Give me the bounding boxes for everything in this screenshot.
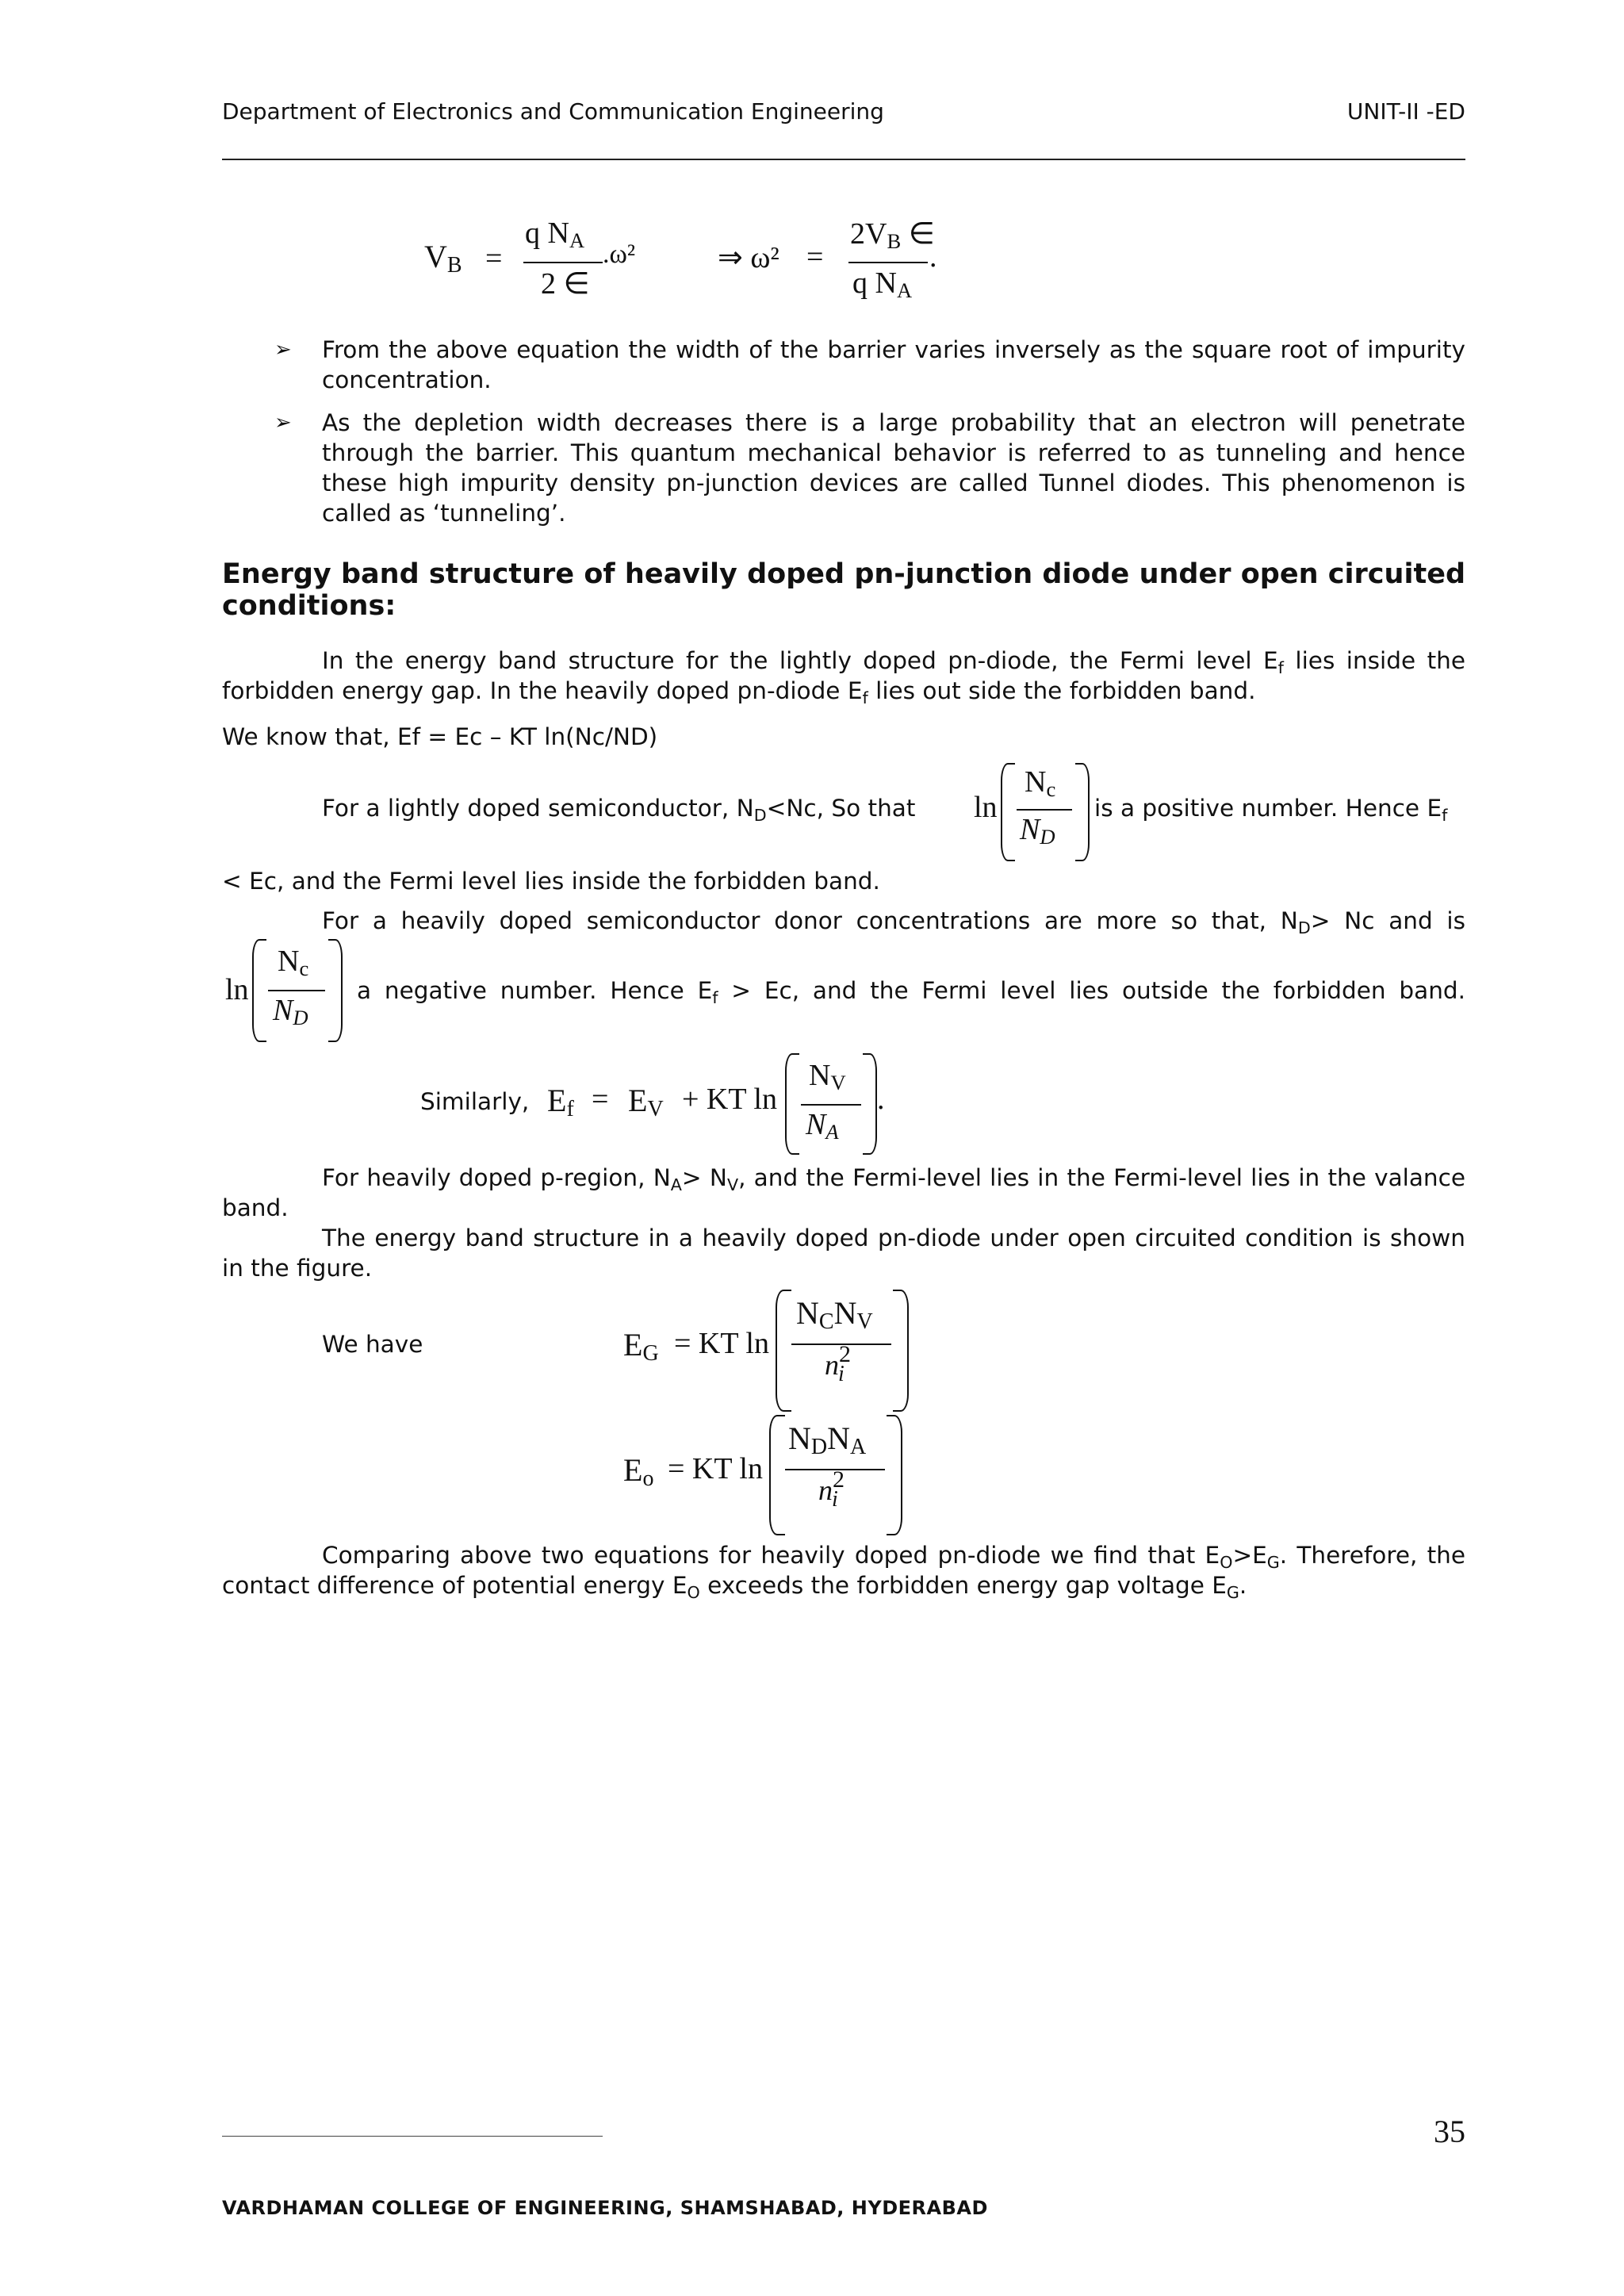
bullet-item-1: From the above equation the width of the barrier varies inversely as the square root of impurity concentration.: [322, 336, 1465, 393]
bullet-item-2: As the depletion width decreases there is a large probability that an electron will penetrate through the barrier. This quantum mechanical behavior is referred to as tunneling and hence these high impurity density pn-junction devices are called Tunnel diodes. This phenomenon is called as ‘tunneling’.: [322, 409, 1465, 527]
section-heading: Energy band structure of heavily doped pn-junction diode under open circuited conditions:: [222, 558, 1465, 622]
footer-rule: [222, 2136, 603, 2137]
bullet-arrow-icon: ➢: [274, 411, 292, 435]
bullet-arrow-icon: ➢: [274, 338, 292, 362]
paragraph-energy-band: In the energy band structure for the lightly doped pn-diode, the Fermi level $E_f$ lies inside the forbidden energy gap. In the heavily doped pn-diode $E_f$ lies out side the forbidden band.: [222, 647, 1465, 707]
paragraph-p-region: For heavily doped p-region, $N_A> N_V$, and the Fermi-level lies in the Fermi-level lies in the valance band.: [222, 1164, 1465, 1221]
header-unit: UNIT-II -ED: [1346, 98, 1465, 125]
we-know-line: We know that, Ef = Ec – KT ln(Nc/ND): [222, 723, 658, 750]
page-number: 35: [1434, 2114, 1465, 2149]
paragraph-comparing: Comparing above two equations for heavily doped pn-diode we find that $E_O>E_G$. Therefore, the contact difference of potential energy $E_O$ exceeds the forbidden energy gap voltage $E_G$.: [222, 1542, 1465, 1602]
footer-college: VARDHAMAN COLLEGE OF ENGINEERING, SHAMSHABAD, HYDERABAD: [222, 2197, 988, 2219]
header-rule: [222, 159, 1465, 160]
paragraph-figure: The energy band structure in a heavily doped pn-diode under open circuited condition is shown in the figure.: [222, 1225, 1465, 1282]
header-department: Department of Electronics and Communication Engineering: [222, 98, 884, 125]
